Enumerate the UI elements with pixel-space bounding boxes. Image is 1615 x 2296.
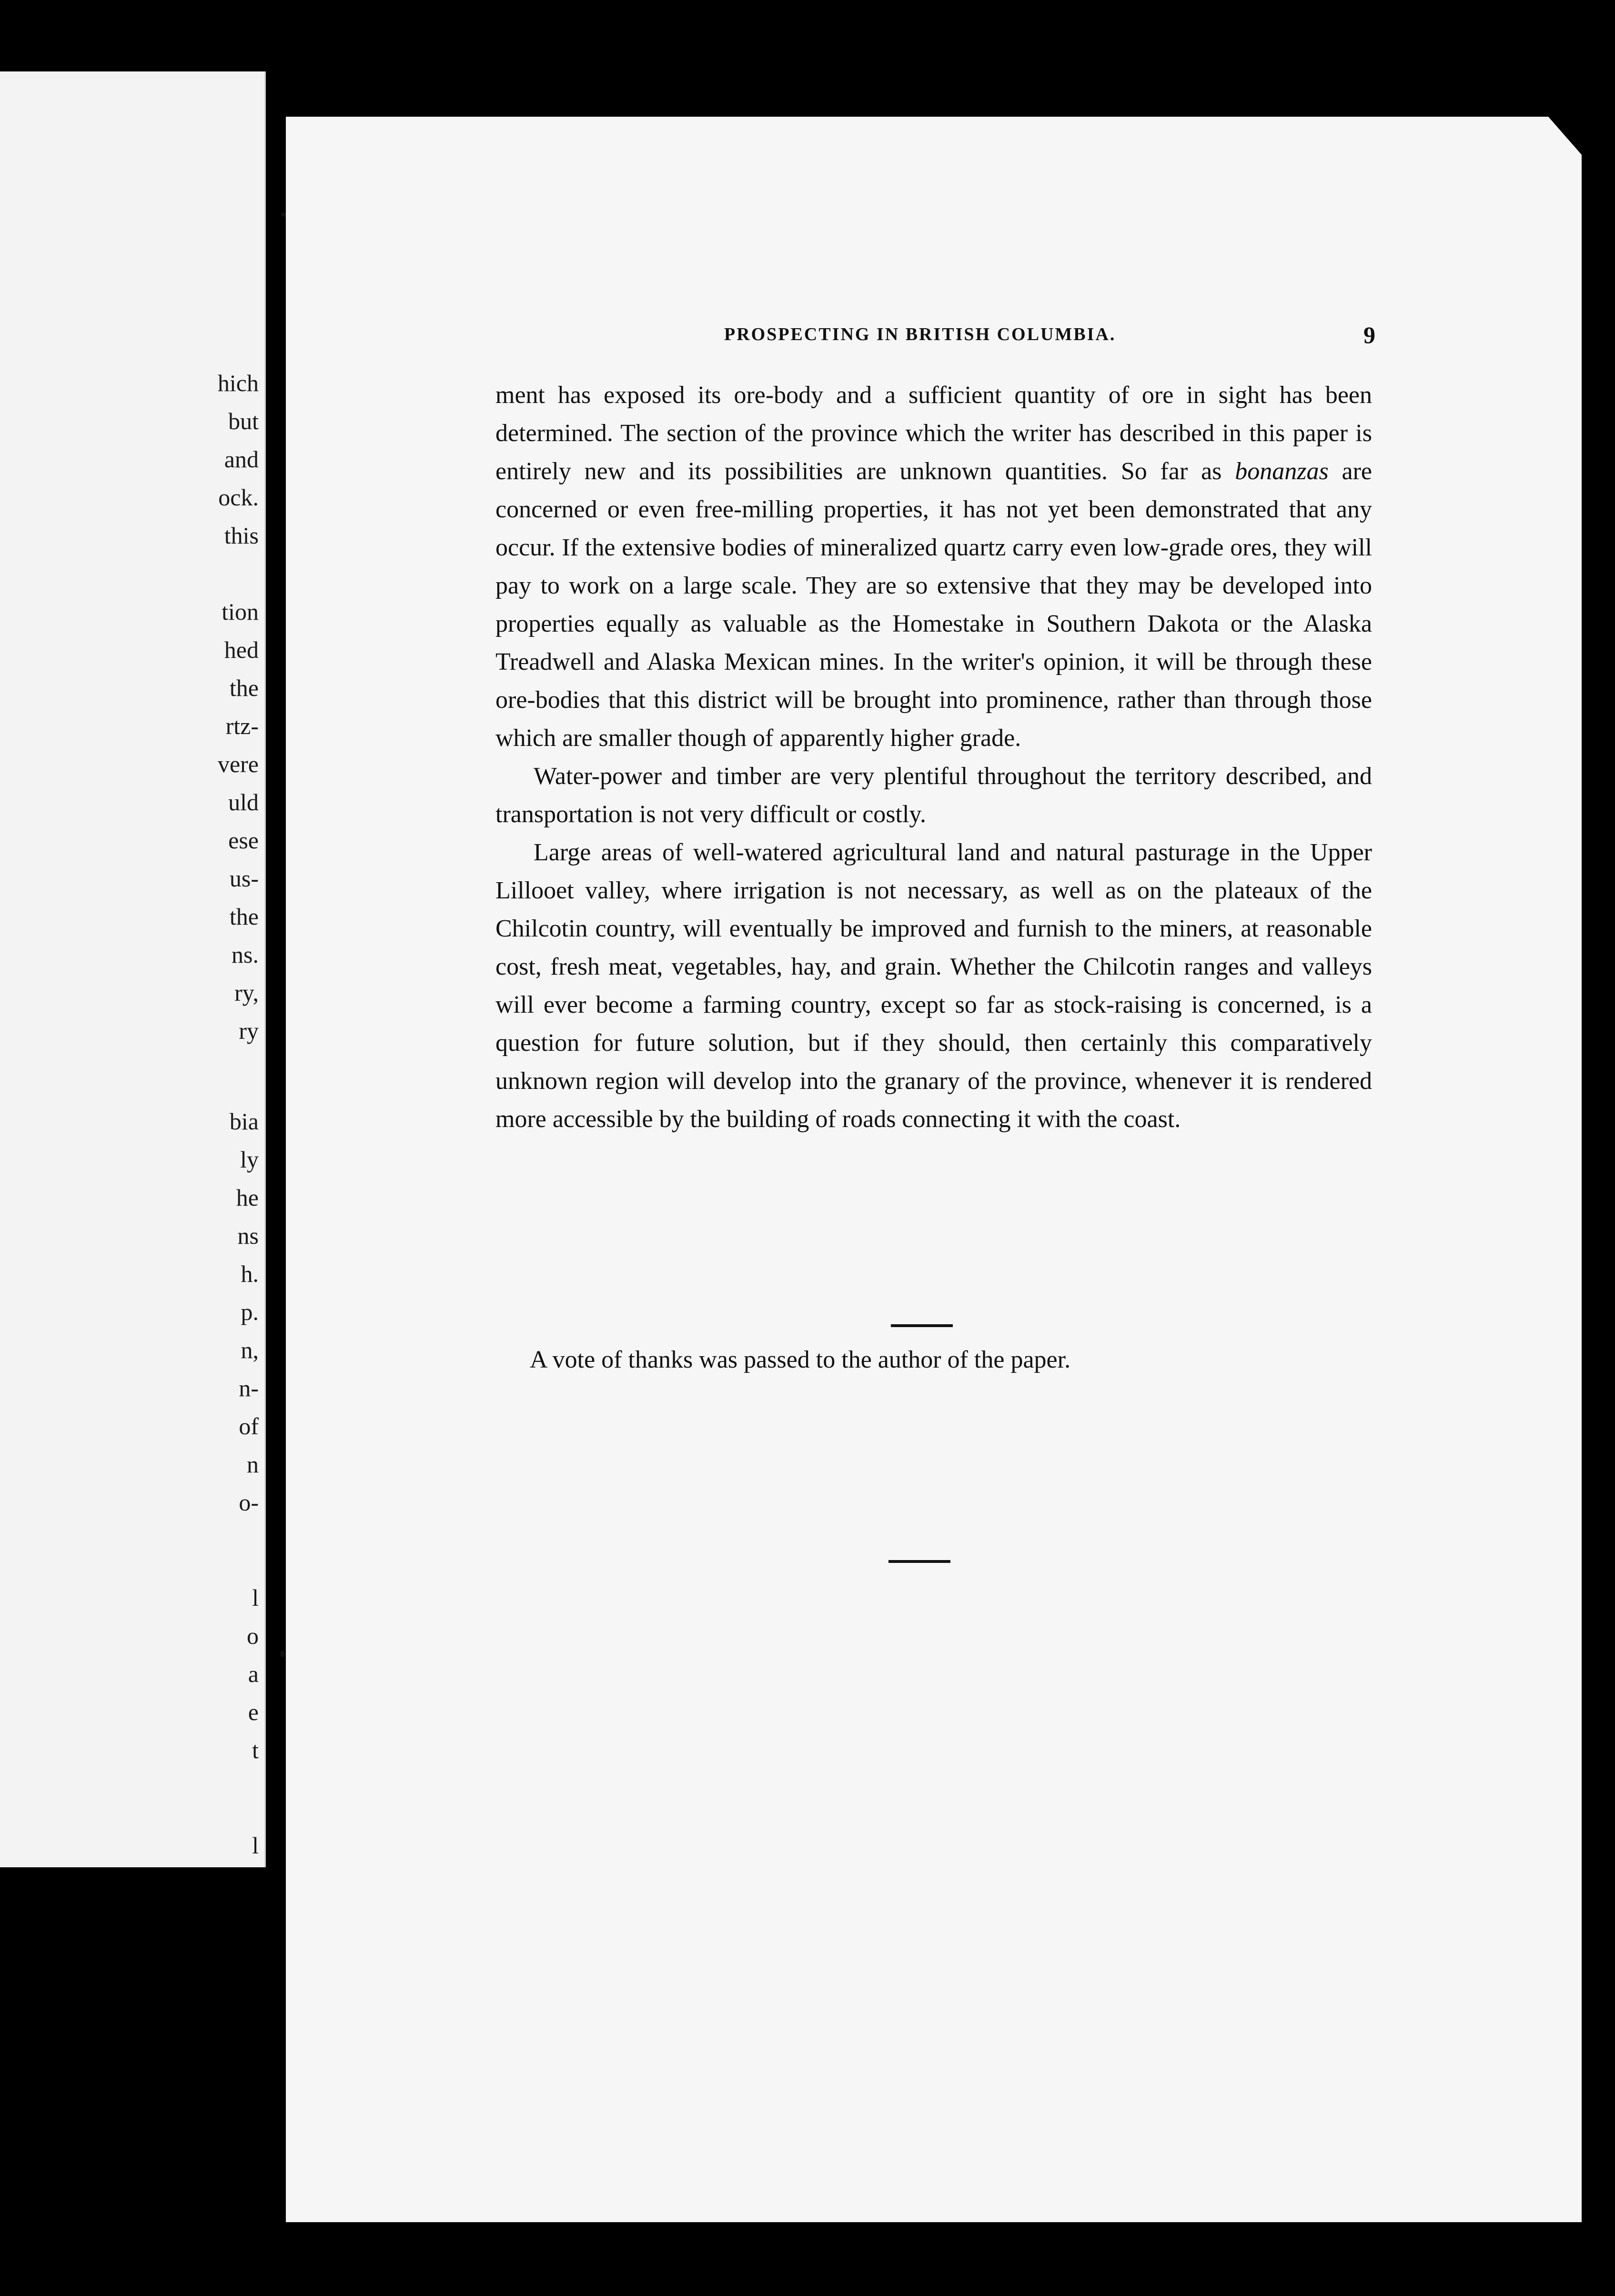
facing-page-line: and — [224, 446, 259, 473]
page-corner-fold — [1548, 117, 1582, 155]
facing-page-line: the — [229, 903, 259, 930]
facing-page-line: this — [224, 522, 259, 549]
facing-page-line: hed — [224, 636, 259, 663]
facing-page-line: ry — [239, 1017, 259, 1044]
facing-page-line: us- — [229, 865, 259, 892]
scan-speck — [281, 212, 286, 217]
facing-page-line: ry, — [234, 979, 259, 1006]
facing-page-line: bia — [229, 1108, 259, 1135]
paragraph: ment has exposed its ore-body and a sufficient quantity of ore in sight has been determined. The section of the province which the writer has described in this paper is entirely new and its possibilities are unknown quantities. So far as bonanzas are concerned or even free-milling properties, it has not yet been demonstrated that any occur. If the extensive bodies of mineralized quartz carry even low-grade ores, they will pay to work on a large scale. They are so extensive that they may be developed into properties equally as valuable as the Homestake in Southern Dakota or the Alaska Treadwell and Alaska Mexican mines. In the writer's opinion, it will be through these ore-bodies that this district will be brought into prominence, rather than through those which are smaller though of apparently higher grade. — [495, 382, 1372, 752]
section-rule — [891, 1324, 953, 1327]
facing-page-line: ns — [237, 1222, 259, 1249]
facing-page-line: o- — [239, 1489, 259, 1516]
facing-page-line: n — [247, 1451, 259, 1478]
paragraph: Large areas of well-watered agricultural land and natural pasturage in the Upper Lillooet valley, where irrigation is not necessary, as well as on the plateaux of the Chilcotin country, will eventually be improved and furnish to the miners, at reasonable cost, fresh meat, vegetables, hay, and grain. Whether the Chilcotin ranges and valleys will ever become a farming country, except so far as stock-raising is concerned, is a question for future solution, but if they should, then certainly this comparatively unknown region will develop into the granary of the province, whenever it is rendered more accessible by the building of roads connecting it with the coast. — [495, 839, 1372, 1133]
facing-page-line: tion — [222, 598, 259, 625]
facing-page-line: h. — [241, 1260, 259, 1287]
facing-page-line: l — [252, 1832, 259, 1859]
body-text — [495, 376, 1372, 1138]
facing-page-line: rtz- — [225, 713, 259, 739]
running-head: PROSPECTING IN BRITISH COLUMBIA. — [724, 324, 1116, 344]
facing-page-line: of — [239, 1413, 259, 1440]
page-number: 9 — [1363, 322, 1375, 348]
facing-page-line: p. — [241, 1299, 259, 1325]
facing-page-line: vere — [217, 751, 259, 777]
facing-page-line: o — [247, 1622, 259, 1649]
facing-page-line: ock. — [218, 484, 259, 511]
facing-page-fragment — [0, 71, 266, 1867]
scan-speck — [280, 1651, 285, 1657]
end-rule — [888, 1560, 950, 1563]
book-page — [286, 117, 1582, 2222]
facing-page-line: a — [248, 1661, 259, 1687]
facing-page-line: he — [236, 1184, 259, 1211]
facing-page-line: but — [228, 408, 259, 434]
page-header — [286, 324, 1582, 352]
facing-page-line: ly — [240, 1146, 259, 1173]
facing-page-line: hich — [217, 370, 259, 396]
facing-page-line: n- — [239, 1375, 259, 1401]
facing-page-line: e — [248, 1699, 259, 1725]
closing-note: A vote of thanks was passed to the author of the paper. — [530, 1346, 1071, 1373]
facing-page-line: ns. — [232, 941, 259, 968]
facing-page-line: n, — [241, 1337, 259, 1363]
facing-page-line: l — [252, 1584, 259, 1611]
facing-page-line: t — [252, 1737, 259, 1763]
facing-page-line: uld — [228, 789, 259, 816]
italic-term: bonanzas — [1235, 458, 1329, 485]
facing-page-line: the — [229, 675, 259, 701]
paragraph: Water-power and timber are very plentiful throughout the territory described, and transportation is not very difficult or costly. — [495, 763, 1372, 828]
facing-page-line: ese — [228, 827, 259, 854]
